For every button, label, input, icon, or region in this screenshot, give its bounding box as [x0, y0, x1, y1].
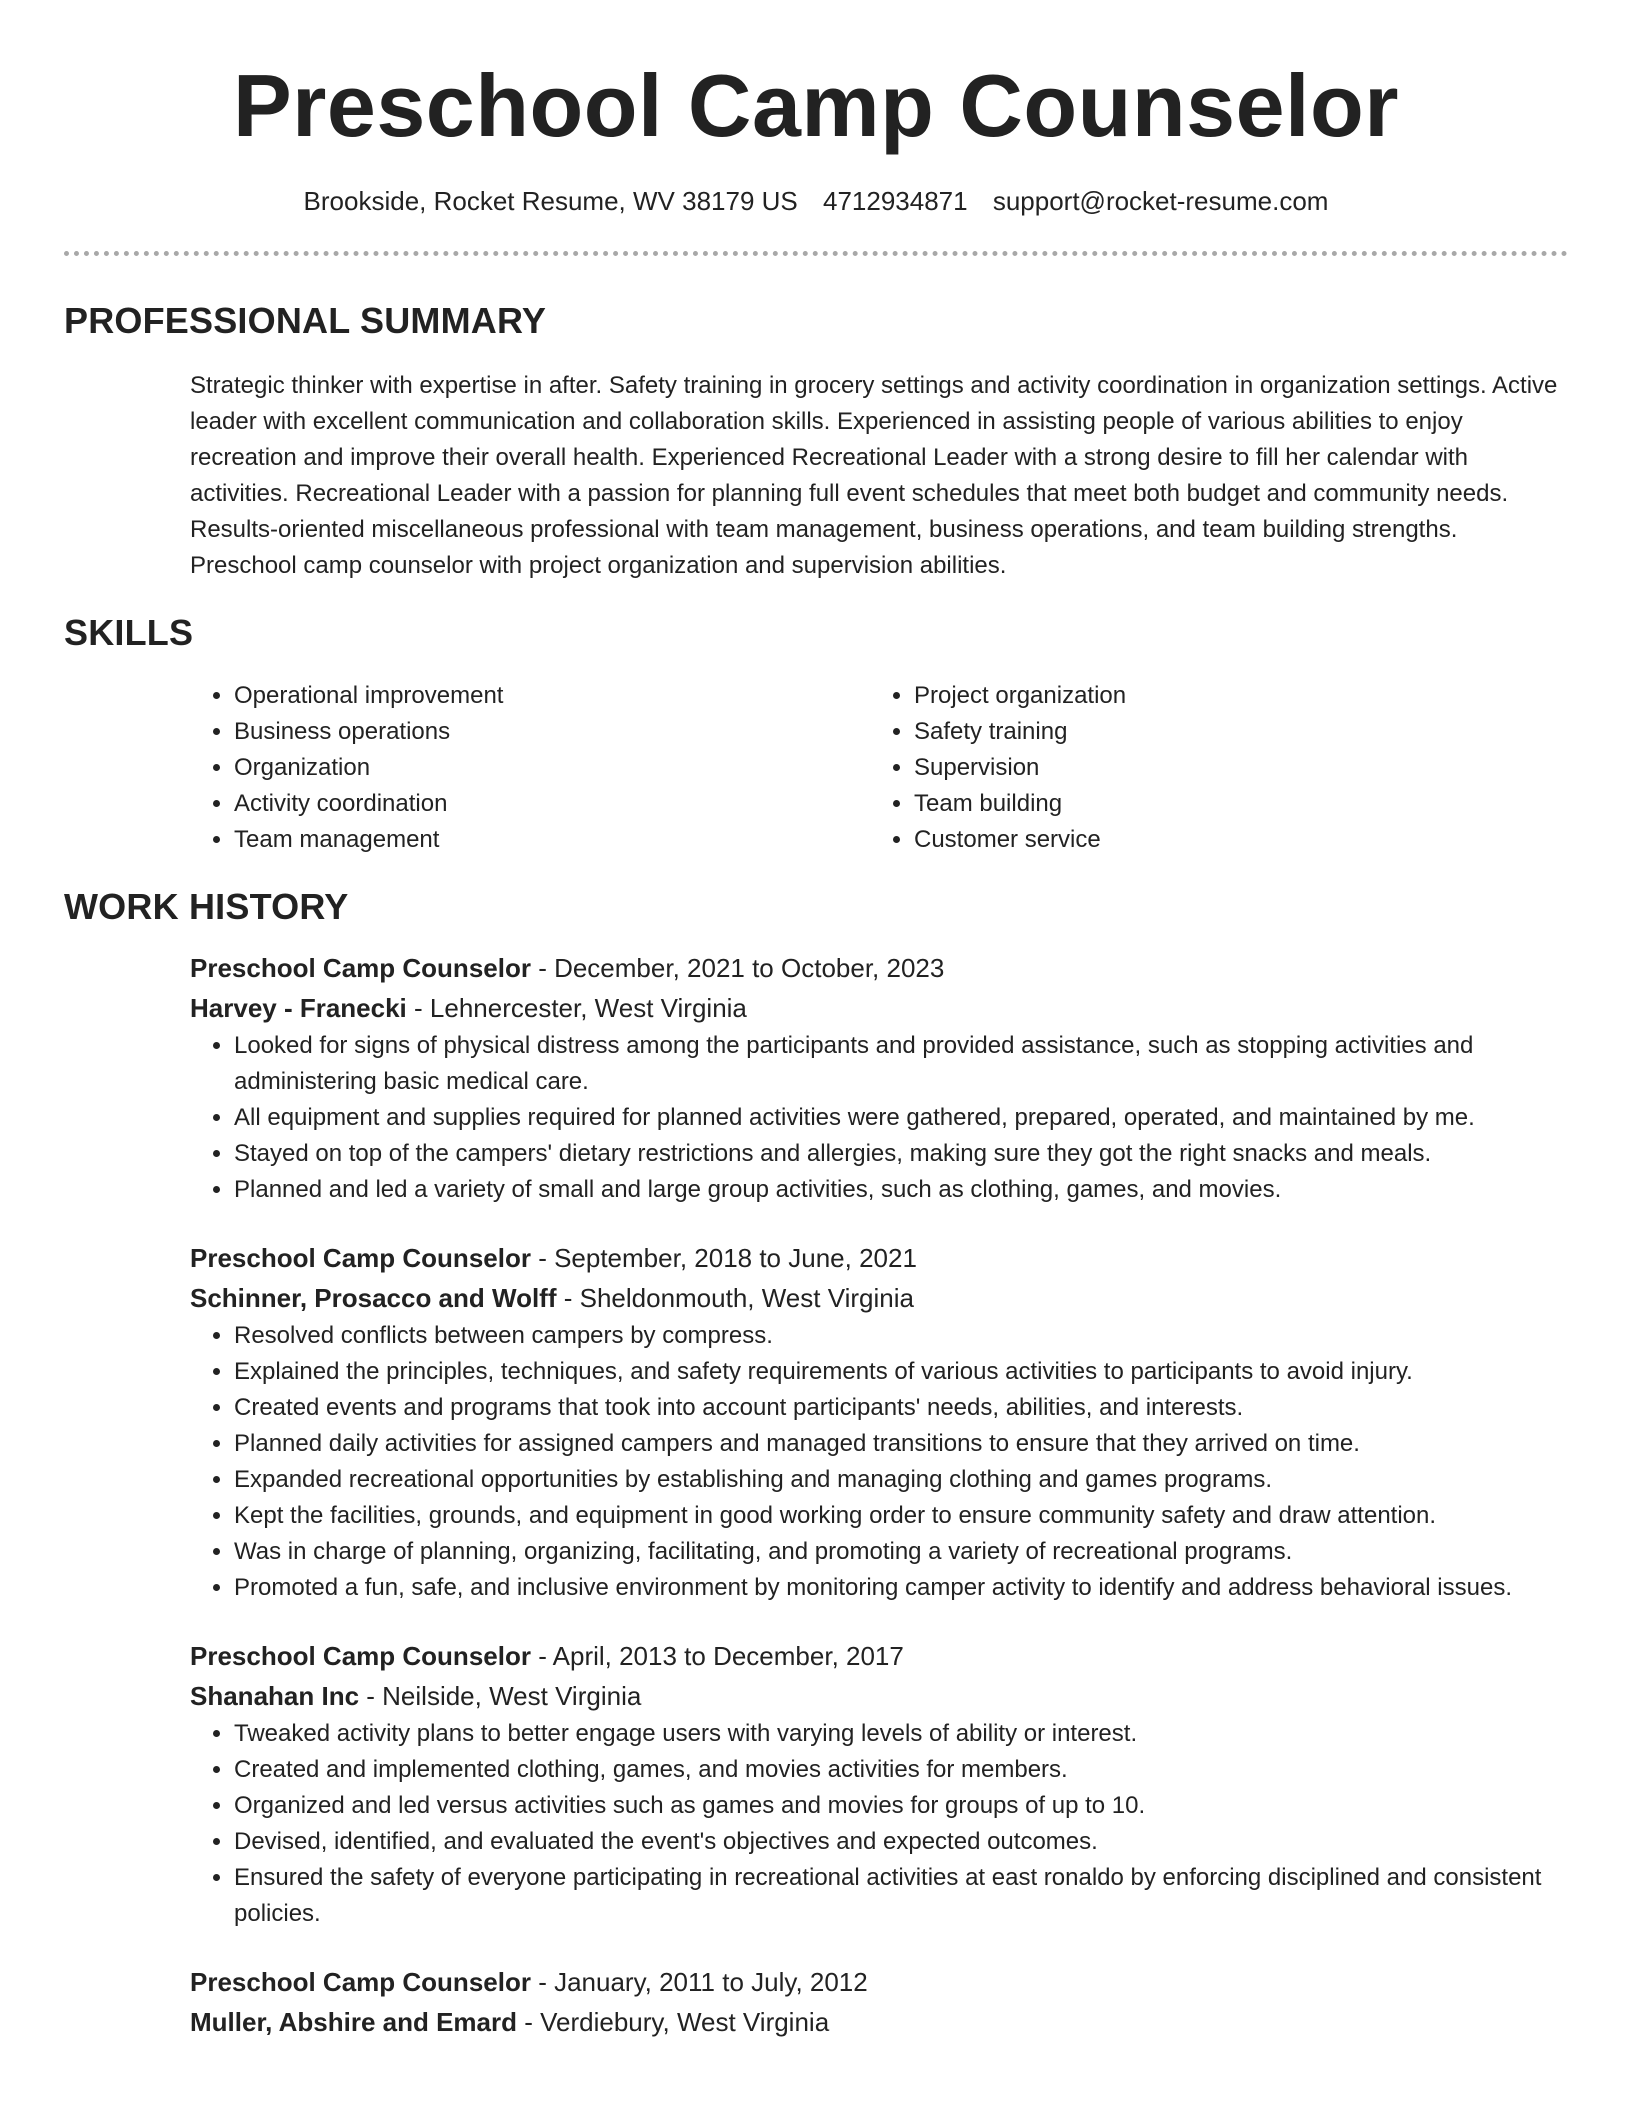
job-title-line: [190, 1636, 1568, 1676]
job-duty: • Planned and led a variety of small and large group activities, such as clothing, games, and movies.: [234, 1172, 1568, 1208]
skills-list-left: [190, 678, 870, 858]
skill-item: • Safety training: [914, 714, 1550, 750]
job-entry: [190, 948, 1568, 1208]
job-title: Preschool Camp Counselor: [190, 1641, 531, 1671]
job-dates: - September, 2018 to June, 2021: [530, 1243, 917, 1273]
job-company: Schinner, Prosacco and Wolff: [190, 1283, 557, 1313]
job-duty: • Created events and programs that took into account participants' needs, abilities, and interests.: [234, 1390, 1568, 1426]
job-duty: • Stayed on top of the campers' dietary restrictions and allergies, making sure they got the right snacks and meals.: [234, 1136, 1568, 1172]
job-location: - Lehnercester, West Virginia: [406, 993, 747, 1023]
skill-item: • Organization: [234, 750, 870, 786]
job-duty: • Created and implemented clothing, games, and movies activities for members.: [234, 1752, 1568, 1788]
summary-text: Strategic thinker with expertise in after. Safety training in grocery settings and activity coordination in organization settings. Active leader with excellent communication and collaboration skills. Experienced in assisting people of various abilities to enjoy recreation and improve their overall health. Experienced Recreational Leader with a strong desire to fill her calendar with activities. Recreational Leader with a passion for planning full event schedules that meet both budget and community needs. Results-oriented miscellaneous professional with team management, business operations, and team building strengths. Preschool camp counselor with project organization and supervision abilities.: [190, 372, 1558, 579]
contact-phone: 4712934871: [822, 186, 968, 216]
job-entry: [190, 1962, 1568, 2042]
job-duty: • Planned daily activities for assigned campers and managed transitions to ensure that they arrived on time.: [234, 1426, 1568, 1462]
job-company: Shanahan Inc: [190, 1681, 360, 1711]
skill-item: • Business operations: [234, 714, 870, 750]
job-duty: • All equipment and supplies required for planned activities were gathered, prepared, operated, and maintained by me.: [234, 1100, 1568, 1136]
skill-item: • Team management: [234, 822, 870, 858]
job-company-line: [190, 2002, 1568, 2042]
header-divider: [64, 251, 1568, 256]
job-company-line: [190, 1278, 1568, 1318]
job-duty: • Resolved conflicts between campers by compress.: [234, 1318, 1568, 1354]
job-title-line: [190, 948, 1568, 988]
candidate-name: Preschool Camp Counselor: [232, 56, 1399, 155]
skill-item: • Supervision: [914, 750, 1550, 786]
skills-columns: [190, 678, 1568, 858]
work-history-section: [64, 886, 1568, 2042]
job-duty: • Organized and led versus activities such as games and movies for groups of up to 10.: [234, 1788, 1568, 1824]
job-dates: - January, 2011 to July, 2012: [530, 1967, 868, 1997]
contact-email[interactable]: support@rocket-resume.com: [992, 186, 1329, 216]
job-title-line: [190, 1962, 1568, 2002]
job-duty: • Expanded recreational opportunities by establishing and managing clothing and games programs.: [234, 1462, 1568, 1498]
skill-item: • Team building: [914, 786, 1550, 822]
work-history-title: WORK HISTORY: [64, 886, 349, 927]
skills-title: SKILLS: [64, 612, 194, 653]
job-duty: • Ensured the safety of everyone participating in recreational activities at east ronaldo by enforcing disciplined and consistent policies.: [234, 1860, 1568, 1932]
job-duties: [190, 1716, 1568, 1932]
contact-address: Brookside, Rocket Resume, WV 38179 US: [303, 186, 798, 216]
job-entry: [190, 1636, 1568, 1932]
job-duty: • Tweaked activity plans to better engage users with varying levels of ability or interest.: [234, 1716, 1568, 1752]
skills-section: [64, 612, 1568, 858]
job-title: Preschool Camp Counselor: [190, 1967, 531, 1997]
job-duty: • Looked for signs of physical distress among the participants and provided assistance, such as stopping activities and administering basic medical care.: [234, 1028, 1568, 1100]
job-company: Harvey - Franecki: [190, 993, 407, 1023]
job-company-line: [190, 1676, 1568, 1716]
job-title: Preschool Camp Counselor: [190, 953, 531, 983]
job-location: - Neilside, West Virginia: [359, 1681, 642, 1711]
skill-item: • Activity coordination: [234, 786, 870, 822]
skill-item: • Operational improvement: [234, 678, 870, 714]
skills-list-right: [870, 678, 1550, 858]
job-location: - Verdiebury, West Virginia: [517, 2007, 830, 2037]
job-duty: • Was in charge of planning, organizing, facilitating, and promoting a variety of recreational programs.: [234, 1534, 1568, 1570]
skill-item: • Project organization: [914, 678, 1550, 714]
job-company: Muller, Abshire and Emard: [190, 2007, 518, 2037]
skill-item: • Customer service: [914, 822, 1550, 858]
job-title-line: [190, 1238, 1568, 1278]
contact-line: [64, 186, 1568, 217]
job-duties: [190, 1028, 1568, 1208]
job-dates: - April, 2013 to December, 2017: [530, 1641, 904, 1671]
summary-section: [64, 300, 1568, 584]
job-duty: • Promoted a fun, safe, and inclusive environment by monitoring camper activity to identify and address behavioral issues.: [234, 1570, 1568, 1606]
job-entry: [190, 1238, 1568, 1606]
job-company-line: [190, 988, 1568, 1028]
job-location: - Sheldonmouth, West Virginia: [556, 1283, 914, 1313]
job-duty: • Kept the facilities, grounds, and equipment in good working order to ensure community safety and draw attention.: [234, 1498, 1568, 1534]
job-dates: - December, 2021 to October, 2023: [530, 953, 945, 983]
job-duties: [190, 1318, 1568, 1606]
job-duty: • Devised, identified, and evaluated the event's objectives and expected outcomes.: [234, 1824, 1568, 1860]
job-title: Preschool Camp Counselor: [190, 1243, 531, 1273]
job-duty: • Explained the principles, techniques, and safety requirements of various activities to participants to avoid injury.: [234, 1354, 1568, 1390]
summary-title: PROFESSIONAL SUMMARY: [64, 300, 547, 341]
